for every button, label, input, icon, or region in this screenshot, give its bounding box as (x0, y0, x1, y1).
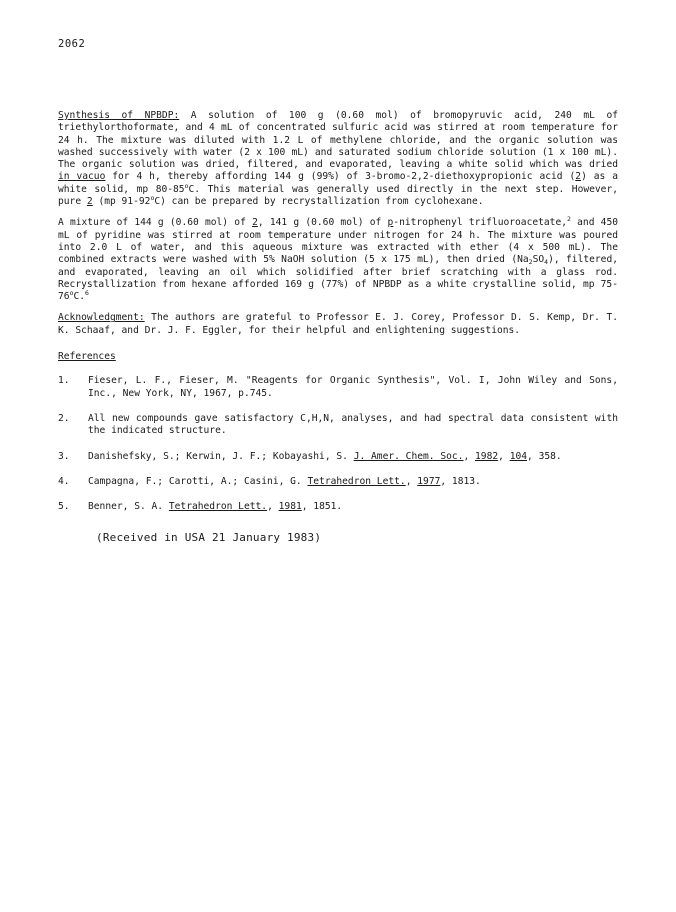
text-run: ) as a white solid, mp 80-85 (58, 171, 618, 195)
received-date: (Received in USA 21 January 1983) (96, 531, 322, 544)
reference-journal: J. Amer. Chem. Soc. (353, 450, 464, 462)
reference-item (58, 451, 618, 463)
degree-sign: o (69, 289, 74, 298)
reference-number: 1. (58, 375, 70, 387)
reference-volume: 104 (509, 450, 528, 462)
text-run: and 450 mL of pyridine was stirred at room temperature under nitrogen for 24 h. The mixture was poured into 2.0 L of water, and this aqueous mixture was extracted with ether (4 x 500 mL). The combined extracts were washed with 5% NaOH solution (5 x 175 mL), then dried (Na (58, 217, 619, 266)
text-run: C. This material was generally used directly in the next step. However, pure (58, 183, 619, 208)
text-run: (mp 91-92 (92, 196, 151, 208)
reference-pages: , 1851. (301, 501, 343, 513)
degree-sign: o (184, 181, 189, 190)
text-run: C. (73, 291, 86, 303)
text-run: , 141 g (0.60 mol) of (257, 217, 388, 229)
reference-number: 2. (58, 412, 70, 424)
mixture-paragraph (58, 217, 618, 303)
reference-year: 1977 (417, 475, 441, 487)
text-run: , (267, 501, 279, 513)
reference-pages: , 358. (527, 450, 562, 462)
reference-text: All new compounds gave satisfactory C,H,N, analyses, and had spectral data consistent with the indicated structure. (88, 412, 618, 437)
compound-ref: 2 (575, 171, 582, 183)
text-run: for 4 h, thereby affording 144 g (99%) of 3-bromo-2,2-diethoxypropionic acid ( (105, 171, 576, 183)
reference-text (88, 476, 618, 488)
text-run: The authors are grateful to Professor E. J. Corey, Professor D. S. Kemp, Dr. T. K. Schaaf, and Dr. J. F. Eggler, for their helpful and enlightening suggestions. (58, 312, 618, 336)
reference-number: 4. (58, 475, 70, 487)
compound-ref: 2 (86, 196, 93, 208)
para-prefix: p (387, 217, 394, 229)
degree-sign: o (150, 194, 155, 203)
reference-item (58, 375, 618, 400)
text-run: A solution of 100 g (0.60 mol) of bromopyruvic acid, 240 mL of triethylorthoformate, and 4 mL of concentrated sulfuric acid was stirred at room temperature for 24 h. The mixture was diluted with 1.2 L of methylene chloride, and the organic solution was washed successively with water (2 x 100 mL) and saturated sodium chloride solution (1 x 100 mL). The organic solution was dried, filtered, and evaporated, leaving a white solid which was dried (58, 110, 618, 171)
text-run: ), filtered, and evaporated, leaving an oil which solidified after brief scratching with a glass rod. Recrystallization from hexane afforded 169 g (77%) of NPBDP as a white crystalline solid, mp 75-76 (58, 254, 619, 303)
text-run: SO (532, 254, 545, 266)
footnote-ref: 2 (567, 215, 571, 224)
reference-number: 3. (58, 450, 70, 462)
acknowledgment-paragraph (58, 312, 618, 337)
reference-text: Fieser, L. F., Fieser, M. "Reagents for Organic Synthesis", Vol. I, John Wiley and Sons, Inc., New York, NY, 1967, p.745. (88, 375, 618, 399)
text-run: C) can be prepared by recrystallization from cyclohexane. (154, 196, 484, 208)
subscript: 2 (528, 258, 533, 267)
reference-authors: Danishefsky, S.; Kerwin, J. F.; Kobayashi, S. (88, 450, 354, 462)
text-run: -nitrophenyl trifluoroacetate, (393, 217, 568, 229)
reference-journal: Tetrahedron Lett. (307, 475, 406, 487)
reference-number: 5. (58, 501, 70, 513)
article-body (58, 110, 618, 526)
reference-item (58, 413, 618, 438)
reference-authors: Campagna, F.; Carotti, A.; Casini, G. (88, 475, 308, 487)
reference-text (88, 451, 618, 463)
reference-journal: Tetrahedron Lett. (168, 501, 268, 513)
references-heading: References (58, 351, 116, 363)
reference-item (58, 501, 618, 513)
text-run: A mixture of 144 g (0.60 mol) of (58, 217, 253, 229)
reference-text (88, 501, 618, 513)
page-number: 2062 (58, 38, 86, 50)
synthesis-paragraph (58, 110, 618, 208)
reference-year: 1982 (475, 450, 499, 462)
in-vacuo: in vacuo (58, 171, 106, 183)
reference-authors: Benner, S. A. (88, 501, 169, 513)
reference-item (58, 476, 618, 488)
text-run: , (463, 450, 476, 462)
compound-ref: 2 (252, 217, 258, 229)
synthesis-heading: Synthesis of NPBDP: (58, 110, 180, 121)
reference-pages: , 1813. (440, 475, 481, 487)
reference-year: 1981 (278, 501, 302, 513)
footnote-ref: 6 (85, 289, 89, 298)
text-run: , (405, 475, 418, 487)
acknowledgment-heading: Acknowledgment: (58, 312, 145, 324)
text-run: , (498, 450, 510, 462)
subscript: 4 (544, 258, 549, 267)
